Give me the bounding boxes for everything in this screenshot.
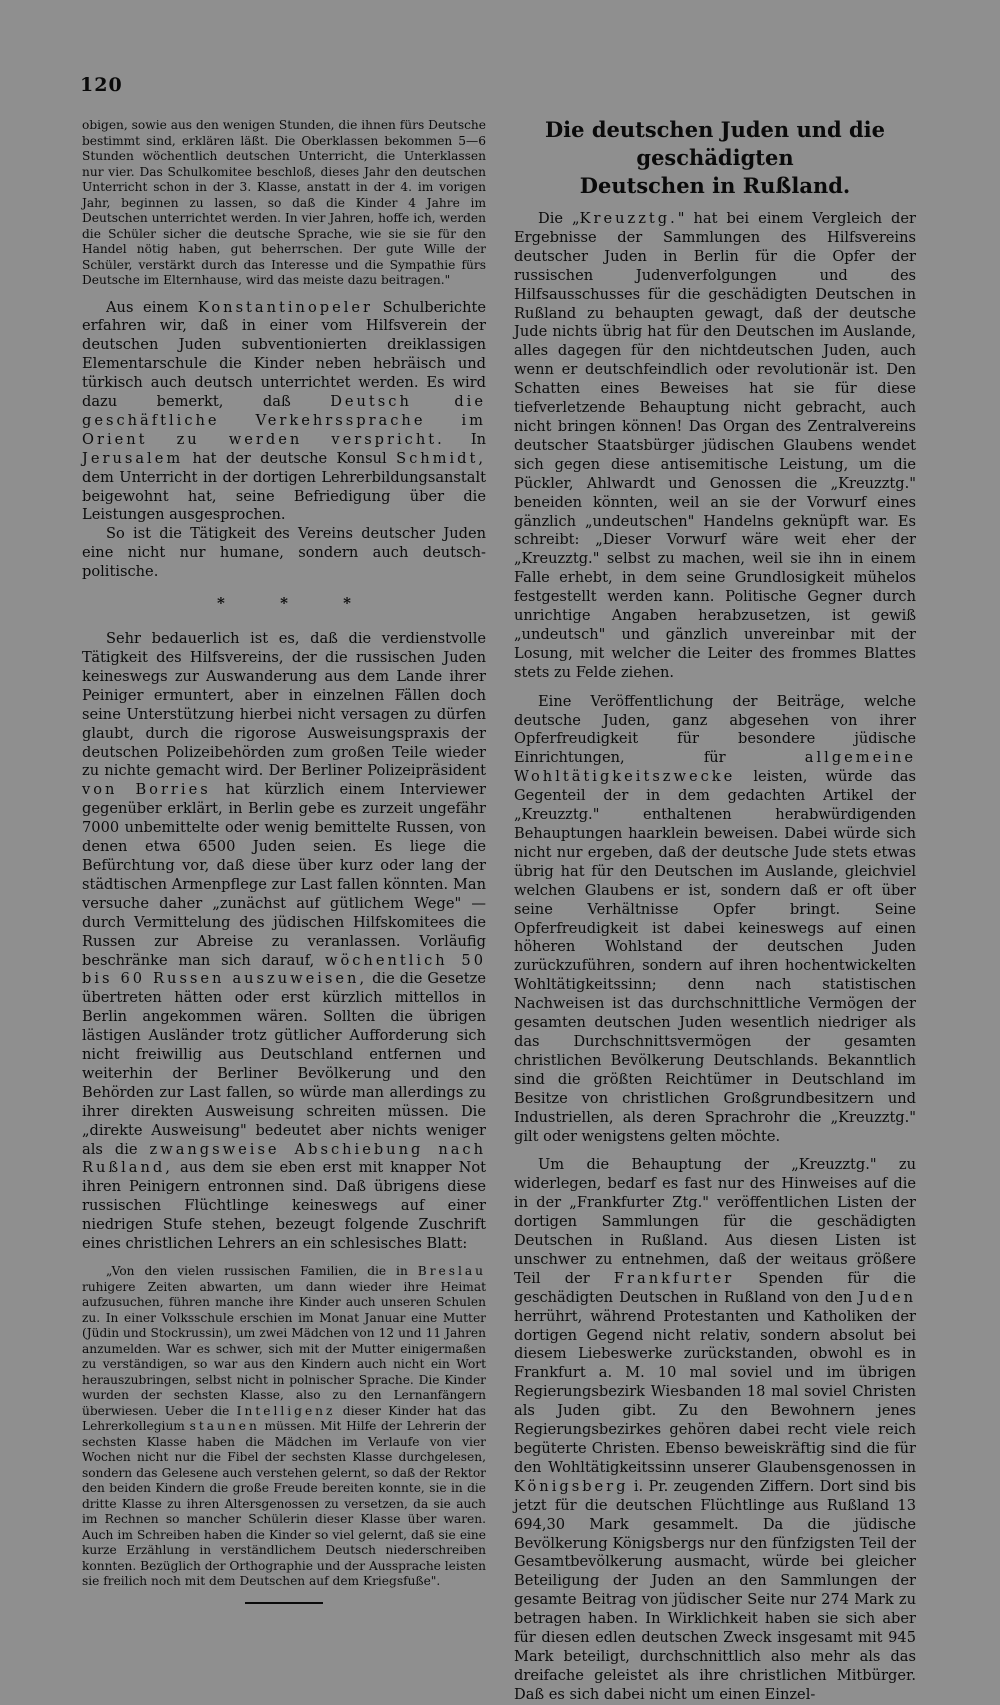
emph-kreuzztg: Kreuzztg. [579, 210, 678, 227]
right-paragraph-2: Eine Veröffentlichung der Beiträge, welche deutsche Juden, ganz abgesehen von ihrer Opferfreudigkeit für besondere jüdische Einrichtungen, für allgemeine Wohltätigkeitszwecke leisten, würde das Gegenteil der in dem gedachten Artikel der „Kreuzztg." enthaltenen herabwürdigenden Behauptungen haarklein beweisen. Dabei würde sich nicht nur ergeben, daß der deutsche Jude stets etwas übrig hat für den Deutschen im Auslande, gleichviel welchen Glaubens er ist, sondern daß er oft über seine Verhältnisse Opfer bringt. Seine Opferfreudigkeit ist dabei keineswegs auf einen höheren Wohlstand der deutschen Juden zurückzuführen, sondern auf ihren hochentwickelten Wohltätigkeitssinn; denn nach statistischen Nachweisen ist das durchschnittliche Vermögen der gesamten deutschen Juden wesentlich niedriger als das Durchschnittsvermögen der gesamten christlichen Bevölkerung Deutschlands. Bekanntlich sind die größten Reichtümer in Deutschland im Besitze von christlichen Großgrundbesitzern und Industriellen, als deren Sprachrohr die „Kreuzztg." gilt oder wenigstens gelten möchte. [514, 692, 916, 1145]
emph-deportation: zwangsweise Abschiebung nach Rußland, [82, 1140, 486, 1177]
right-paragraph-3: Um die Behauptung der „Kreuzztg." zu widerlegen, bedarf es fast nur des Hinweises auf die in der „Frankfurter Ztg." veröffentlichen Listen der dortigen Sammlungen für die geschädigten Deutschen in Rußland. Aus diesen Listen ist unschwer zu entnehmen, daß der weitaus größere Teil der Frankfurter Spenden für die geschädigten Deutschen in Rußland von den Juden herrührt, während Protestanten und Katholiken der dortigen Gegend nicht relativ, sondern absolut bei diesem Liebeswerke zurückstanden, obwohl es in Frankfurt a. M. 10 mal soviel und im übrigen Regierungsbezirk Wiesbanden 18 mal soviel Christen als Juden gibt. Zu den Bewohnern jenes Regierungsbezirkes gehören dabei recht viele reich begüterte Christen. Ebenso beweiskräftig sind die für den Wohltätigkeitssinn unserer Glaubensgenossen in Königsberg i. Pr. zeugenden Ziffern. Dort sind bis jetzt für die deutschen Flüchtlinge aus Rußland 13 694,30 Mark gesammelt. Da die jüdische Bevölkerung Königsbergs nur den fünfzigsten Teil der Gesamtbevölkerung ausmacht, würde bei gleicher Beteiligung der Juden an den Sammlungen der gesamte Beitrag von jüdischer Seite nur 274 Mark zu betragen haben. In Wirklichkeit haben sie sich aber für diesen edlen deutschen Zweck insgesamt mit 945 Mark beteiligt, durchschnittlich also mehr als das dreifache geleistet als ihre christlichen Mitbürger. Daß es sich dabei nicht um einen Einzel- [514, 1156, 916, 1703]
left-paragraph-2: Aus einem Konstantinopeler Schulberichte erfahren wir, daß in einer vom Hilfsverein der deutschen Juden subventionierten dreiklassigen Elementarschule die Kinder neben hebräisch und türkisch auch deutsch unterrichtet werden. Es wird dazu bemerkt, daß Deutsch die geschäftliche Verkehrssprache im Orient zu werden verspricht. In Jerusalem hat der deutsche Konsul Schmidt, dem Unterricht in der dortigen Lehrerbildungsanstalt beigewohnt hat, seine Befriedigung über die Leistungen ausgesprochen. [82, 298, 486, 524]
emph-koenigsberg: Königsberg [514, 1477, 629, 1495]
article-title [514, 116, 916, 200]
article-title-line-1: Die deutschen Juden und die geschädigten [544, 117, 886, 170]
emph-staunen: staunen [189, 1419, 260, 1433]
emph-konstantinopeler: Konstantinopeler [197, 298, 374, 316]
emph-von-borries: von Borries [82, 781, 211, 799]
right-column [514, 116, 916, 1705]
emph-jerusalem: Jerusalem [82, 449, 184, 467]
emph-schmidt: Schmidt, [396, 449, 486, 467]
left-paragraph-1: obigen, sowie aus den wenigen Stunden, die ihnen fürs Deutsche bestimmt sind, erklären läßt. Die Oberklassen bekommen 5—6 Stunden wöchentlich deutschen Unterricht, die Unterklassen nur vier. Das Schulkomitee beschloß, dieses Jahr den deutschen Unterricht schon in der 3. Klasse, anstatt in der 4. im vorigen Jahr, beginnen zu lassen, so daß die Kinder 4 Jahre im Deutschen unterrichtet werden. In vier Jahren, hoffe ich, werden die Schüler sicher die deutsche Sprache, wie sie sie für den Handel nötig haben, gut beherrschen. Der gute Wille der Schüler, verstärkt durch das Interesse und die Sympathie fürs Deutsche im Elternhause, wird das meiste dazu beitragen." [82, 118, 486, 287]
emph-breslau: Breslau [417, 1264, 486, 1278]
emph-juden: Juden [858, 1288, 916, 1306]
emph-frankfurter: Frankfurter [613, 1269, 735, 1287]
left-paragraph-4: Sehr bedauerlich ist es, daß die verdienstvolle Tätigkeit des Hilfsvereins, der die russischen Juden keineswegs zur Auswanderung aus dem Lande ihrer Peiniger ermuntert, aber in einzelnen Fällen doch seine Unterstützung hierbei nicht versagen zu dürfen glaubt, durch die rigorose Ausweisungspraxis der deutschen Polizeibehörden zum großen Teile wieder zu nichte gemacht wird. Der Berliner Polizeipräsident von Borries hat kürzlich einem Interviewer gegenüber erklärt, in Berlin gebe es zurzeit ungefähr 7000 unbemittelte oder wenig bemittelte Russen, von denen etwa 6500 Juden seien. Es liege die Befürchtung vor, daß diese über kurz oder lang der städtischen Armenpflege zur Last fallen könnten. Man versuche daher „zunächst auf gütlichem Wege" — durch Vermittelung des jüdischen Hilfskomitees die Russen zur Abreise zu veranlassen. Vorläufig beschränke man sich darauf, wöchentlich 50 bis 60 Russen auszuweisen, die die Gesetze übertreten hätten oder erst kürzlich mittellos in Berlin angekommen wären. Sollten die übrigen lästigen Ausländer trotz gütlicher Aufforderung sich nicht freiwillig aus Deutschland entfernen und weiterhin der Berliner Bevölkerung und den Behörden zur Last fallen, so würde man allerdings zu ihrer direkten Ausweisung schreiten müssen. Die „direkte Ausweisung" bedeutet aber nichts weniger als die zwangsweise Abschiebung nach Rußland, aus dem sie eben erst mit knapper Not ihren Peinigern entronnen sind. Daß übrigens diese russischen Flüchtlinge keineswegs auf einer niedrigen Stufe stehen, bezeugt folgende Zuschrift eines christlichen Lehrers an ein schlesisches Blatt: [82, 630, 486, 1253]
section-divider-stars: * * * [217, 594, 351, 613]
end-rule [245, 1602, 323, 1604]
emph-wohltaetigkeitszwecke: allgemeine Wohltätigkeitszwecke [514, 749, 916, 786]
right-paragraph-1: Die „Kreuzztg." hat bei einem Vergleich der Ergebnisse der Sammlungen des Hilfsvereins deutscher Juden in Berlin für die Opfer der russischen Judenverfolgungen und des Hilfsausschusses für die geschädigten Deutschen in Rußland zu behaupten gewagt, daß der deutsche Jude nichts übrig hat für den Deutschen im Auslande, alles dagegen für den nichtdeutschen Juden, auch wenn er deutschfeindlich oder revolutionär ist. Den Schatten eines Beweises hat sie für diese tiefverletzende Behauptung nicht gebracht, auch nicht bringen können! Das Organ des Zentralvereins deutscher Staatsbürger jüdischen Glaubens wendet sich gegen diese antisemitische Leistung, um die Pückler, Ahlwardt und Genossen die „Kreuzztg." beneiden könnten, weil an sie der Vorwurf eines gänzlich „undeutschen" Handelns geknüpft war. Es schreibt: „Dieser Vorwurf wäre weit eher der „Kreuzztg." selbst zu machen, weil sie ihn in einem Falle erhebt, in dem seine Grundlosigkeit mühelos festgestellt werden kann. Politische Gegner durch unrichtige Angaben herabzusetzen, ist gewiß „undeutsch" und gänzlich unvereinbar mit der Losung, mit welcher die Leiter des frommes Blattes stets zu Felde ziehen. [514, 210, 916, 681]
left-quote-paragraph: „Von den vielen russischen Familien, die in Breslau ruhigere Zeiten abwarten, um dann wieder ihre Heimat aufzusuchen, führen manche ihre Kinder auch unseren Schulen zu. In einer Volksschule erschien im Monat Januar eine Mutter (Jüdin und Stockrussin), um zwei Mädchen von 12 und 11 Jahren anzumelden. War es schwer, sich mit der Mutter einigermaßen zu verständigen, so war aus den Kindern auch nicht ein Wort herauszubringen, selbst nicht in polnischer Sprache. Die Kinder wurden der sechsten Klasse, also zu den Lernanfängern überwiesen. Ueber die Intelligenz dieser Kinder hat das Lehrerkollegium staunen müssen. Mit Hilfe der Lehrerin der sechsten Klasse haben die Mädchen im Verlaufe von vier Wochen nicht nur die Fibel der sechsten Klasse durchgelesen, sondern das Gelesene auch verstehen gelernt, so daß der Rektor den beiden Kindern die große Freude bereiten konnte, sie in die dritte Klasse zu ihren Altersgenossen zu versetzen, da sie auch im Rechnen so mancher Schülerin dieser Klasse über waren. Auch im Schreiben haben die Kinder so viel gelernt, daß sie eine kurze Erzählung in verständlichem Deutsch niederschreiben konnten. Bezüglich der Orthographie und der Aussprache leisten sie freilich noch mit dem Deutschen auf dem Kriegsfuße". [82, 1264, 487, 1588]
emph-intelligenz: Intelligenz [236, 1403, 336, 1418]
emph-weekly-expulsions: wöchentlich 50 bis 60 Russen auszuweisen, [82, 951, 486, 988]
emph-verkehrssprache: Deutsch die geschäftliche Verkehrssprache im Orient zu werden verspricht. [82, 393, 486, 448]
left-paragraph-3: So ist die Tätigkeit des Vereins deutscher Juden eine nicht nur humane, sondern auch deutsch-politische. [82, 525, 486, 581]
page-number: 120 [80, 74, 123, 96]
left-column [82, 118, 486, 1604]
article-title-line-2: Deutschen in Rußland. [579, 173, 851, 198]
